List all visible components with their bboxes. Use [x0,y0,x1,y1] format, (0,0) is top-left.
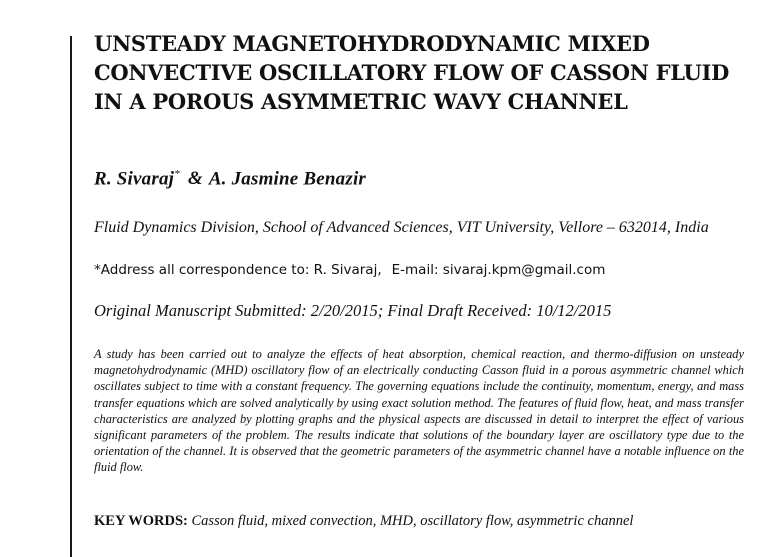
margin-rule [70,36,72,557]
keywords-label: KEY WORDS: [94,513,188,529]
address-text: *Address all correspondence to: R. Sivaraj, [94,262,382,278]
email-text: E-mail: sivaraj.kpm@gmail.com [391,262,606,278]
keywords-list: Casson fluid, mixed convection, MHD, oscillatory flow, asymmetric channel [191,513,634,529]
abstract: A study has been carried out to analyze the effects of heat absorption, chemical reaction, and thermo-diffusion on unsteady magnetohydrodynamic (MHD) oscillatory flow of an electrically conducting Casson fluid in a porous asymmetric channel which oscillates subject to time with a constant frequency. The governing equations include the continuity, momentum, energy, and mass transfer equations which are solved analytically by using exact solution method. The features of fluid flow, heat, and mass transfer characteristics are analyzed by plotting graphs and the physical aspects are discussed in detail to interpret the effect of various significant parameters of the problem. The results indicate that solutions of the boundary layer are oscillatory type due to the orientation of the channel. It is observed that the geometric parameters of the asymmetric channel have a notable influence on the fluid flow. [94,347,744,475]
manuscript-dates: Original Manuscript Submitted: 2/20/2015; Final Draft Received: 10/12/2015 [94,301,612,320]
author-separator: & [187,168,203,190]
affiliation: Fluid Dynamics Division, School of Advanced Sciences, VIT University, Vellore – 632014, India [94,219,709,236]
author-name: A. Jasmine Benazir [208,168,367,190]
correspondence-mark: * [174,168,180,180]
correspondence-address [94,262,605,278]
author-line [94,168,366,190]
author-name: R. Sivaraj [94,168,175,190]
keywords [94,513,633,530]
paper-title: UNSTEADY MAGNETOHYDRODYNAMIC MIXED CONVECTIVE OSCILLATORY FLOW OF CASSON FLUID IN A POROUS ASYMMETRIC WAVY CHANNEL [94,31,730,114]
